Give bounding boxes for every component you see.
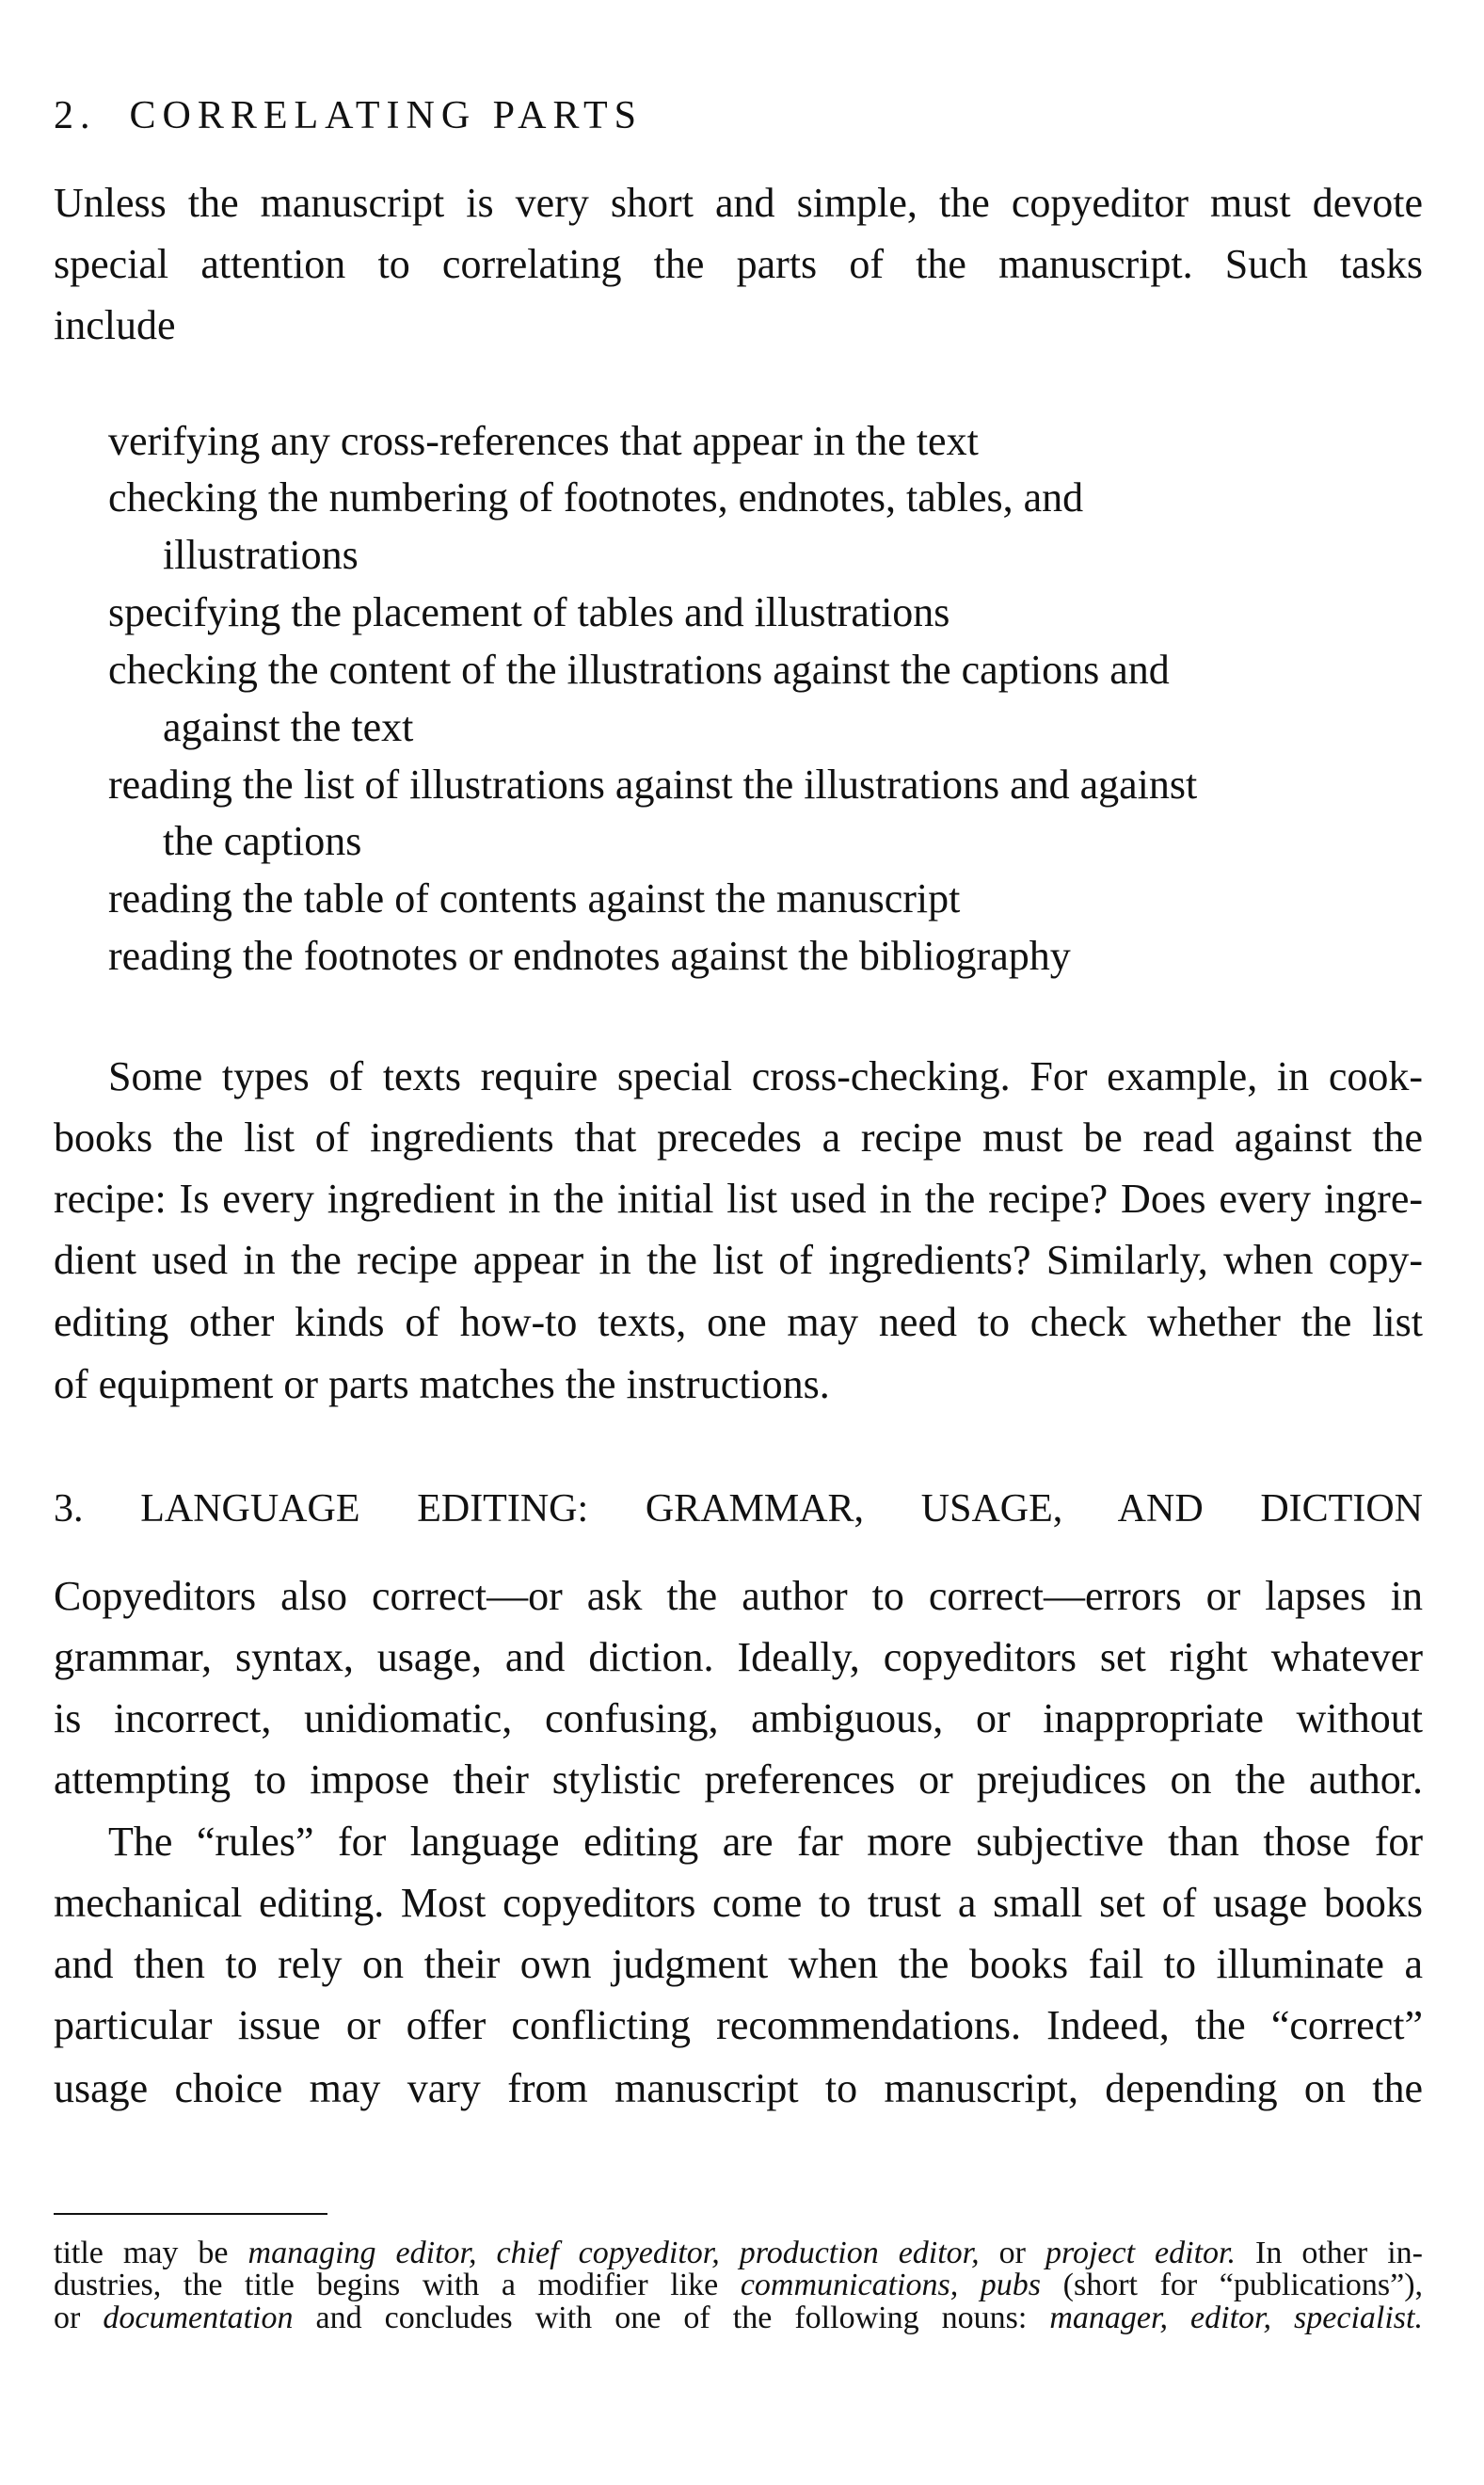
section-heading-language-editing: 3. LANGUAGE EDITING: GRAMMAR, USAGE, AND DICTION [54, 1487, 1423, 1531]
body-line: is incorrect, unidiomatic, confusing, ambiguous, or inappropriate without [54, 1695, 1423, 1741]
list-item-continuation: illustrations [163, 532, 359, 578]
list-item: verifying any cross-references that appear in the text [108, 418, 979, 464]
body-line: and then to rely on their own judgment when the books fail to illuminate a [54, 1941, 1423, 1987]
body-line: The “rules” for language editing are far more subjective than those for [108, 1819, 1423, 1865]
body-line: particular issue or offer conflicting recommendations. Indeed, the “correct” [54, 2002, 1423, 2048]
footnote-separator-rule [54, 2213, 327, 2215]
footnote-line [54, 2301, 1423, 2335]
footnote-text: title may be [54, 2236, 248, 2270]
body-line: Some types of texts require special cross-checking. For example, in cook- [108, 1053, 1423, 1099]
footnote-line [54, 2236, 1423, 2270]
footnote-italic-term: manager, editor, specialist. [1049, 2301, 1423, 2335]
body-line: books the list of ingredients that precedes a recipe must be read against the [54, 1114, 1423, 1161]
list-item: specifying the placement of tables and illustrations [108, 589, 950, 635]
footnote-text: (short for “publications”), [1041, 2268, 1424, 2302]
list-item: reading the table of contents against the manuscript [108, 875, 961, 922]
body-line: mechanical editing. Most copyeditors come to trust a small set of usage books [54, 1880, 1423, 1926]
body-line: Unless the manuscript is very short and simple, the copyeditor must devote [54, 180, 1423, 226]
body-line: recipe: Is every ingredient in the initial list used in the recipe? Does every ingre- [54, 1176, 1423, 1222]
footnote-italic-term: project editor. [1045, 2236, 1237, 2270]
footnote-text: and concludes with one of the following nouns: [293, 2301, 1050, 2335]
body-line: attempting to impose their stylistic preferences or prejudices on the author. [54, 1756, 1423, 1803]
footnote-text: In other in- [1236, 2236, 1423, 2270]
list-item: checking the numbering of footnotes, endnotes, tables, and [108, 474, 1084, 521]
section-heading-correlating-parts: 2. CORRELATING PARTS [54, 94, 644, 137]
body-line: editing other kinds of how-to texts, one may need to check whether the list [54, 1299, 1423, 1345]
list-item: reading the footnotes or endnotes against the bibliography [108, 933, 1071, 979]
footnote-italic-term: communications, pubs [740, 2268, 1042, 2302]
body-line: of equipment or parts matches the instructions. [54, 1361, 830, 1407]
body-line: usage choice may vary from manuscript to manuscript, depending on the [54, 2065, 1423, 2111]
footnote-line [54, 2269, 1423, 2302]
list-item-continuation: against the text [163, 704, 414, 750]
footnote-text: or [54, 2301, 104, 2335]
list-item: checking the content of the illustrations against the captions and [108, 647, 1170, 693]
body-line: Copyeditors also correct—or ask the author to correct—errors or lapses in [54, 1573, 1423, 1619]
body-line: include [54, 302, 176, 348]
footnote-italic-term: managing editor, chief copyeditor, production editor, [247, 2236, 980, 2270]
footnote-text: dustries, the title begins with a modifier like [54, 2268, 741, 2302]
body-line: grammar, syntax, usage, and diction. Ideally, copyeditors set right whatever [54, 1634, 1423, 1680]
list-item: reading the list of illustrations against the illustrations and against [108, 762, 1198, 808]
body-line: dient used in the recipe appear in the list of ingredients? Similarly, when copy- [54, 1237, 1423, 1283]
list-item-continuation: the captions [163, 818, 362, 864]
footnote-text: or [979, 2236, 1045, 2270]
footnote-italic-term: documentation [103, 2301, 294, 2335]
body-line: special attention to correlating the parts of the manuscript. Such tasks [54, 241, 1423, 287]
